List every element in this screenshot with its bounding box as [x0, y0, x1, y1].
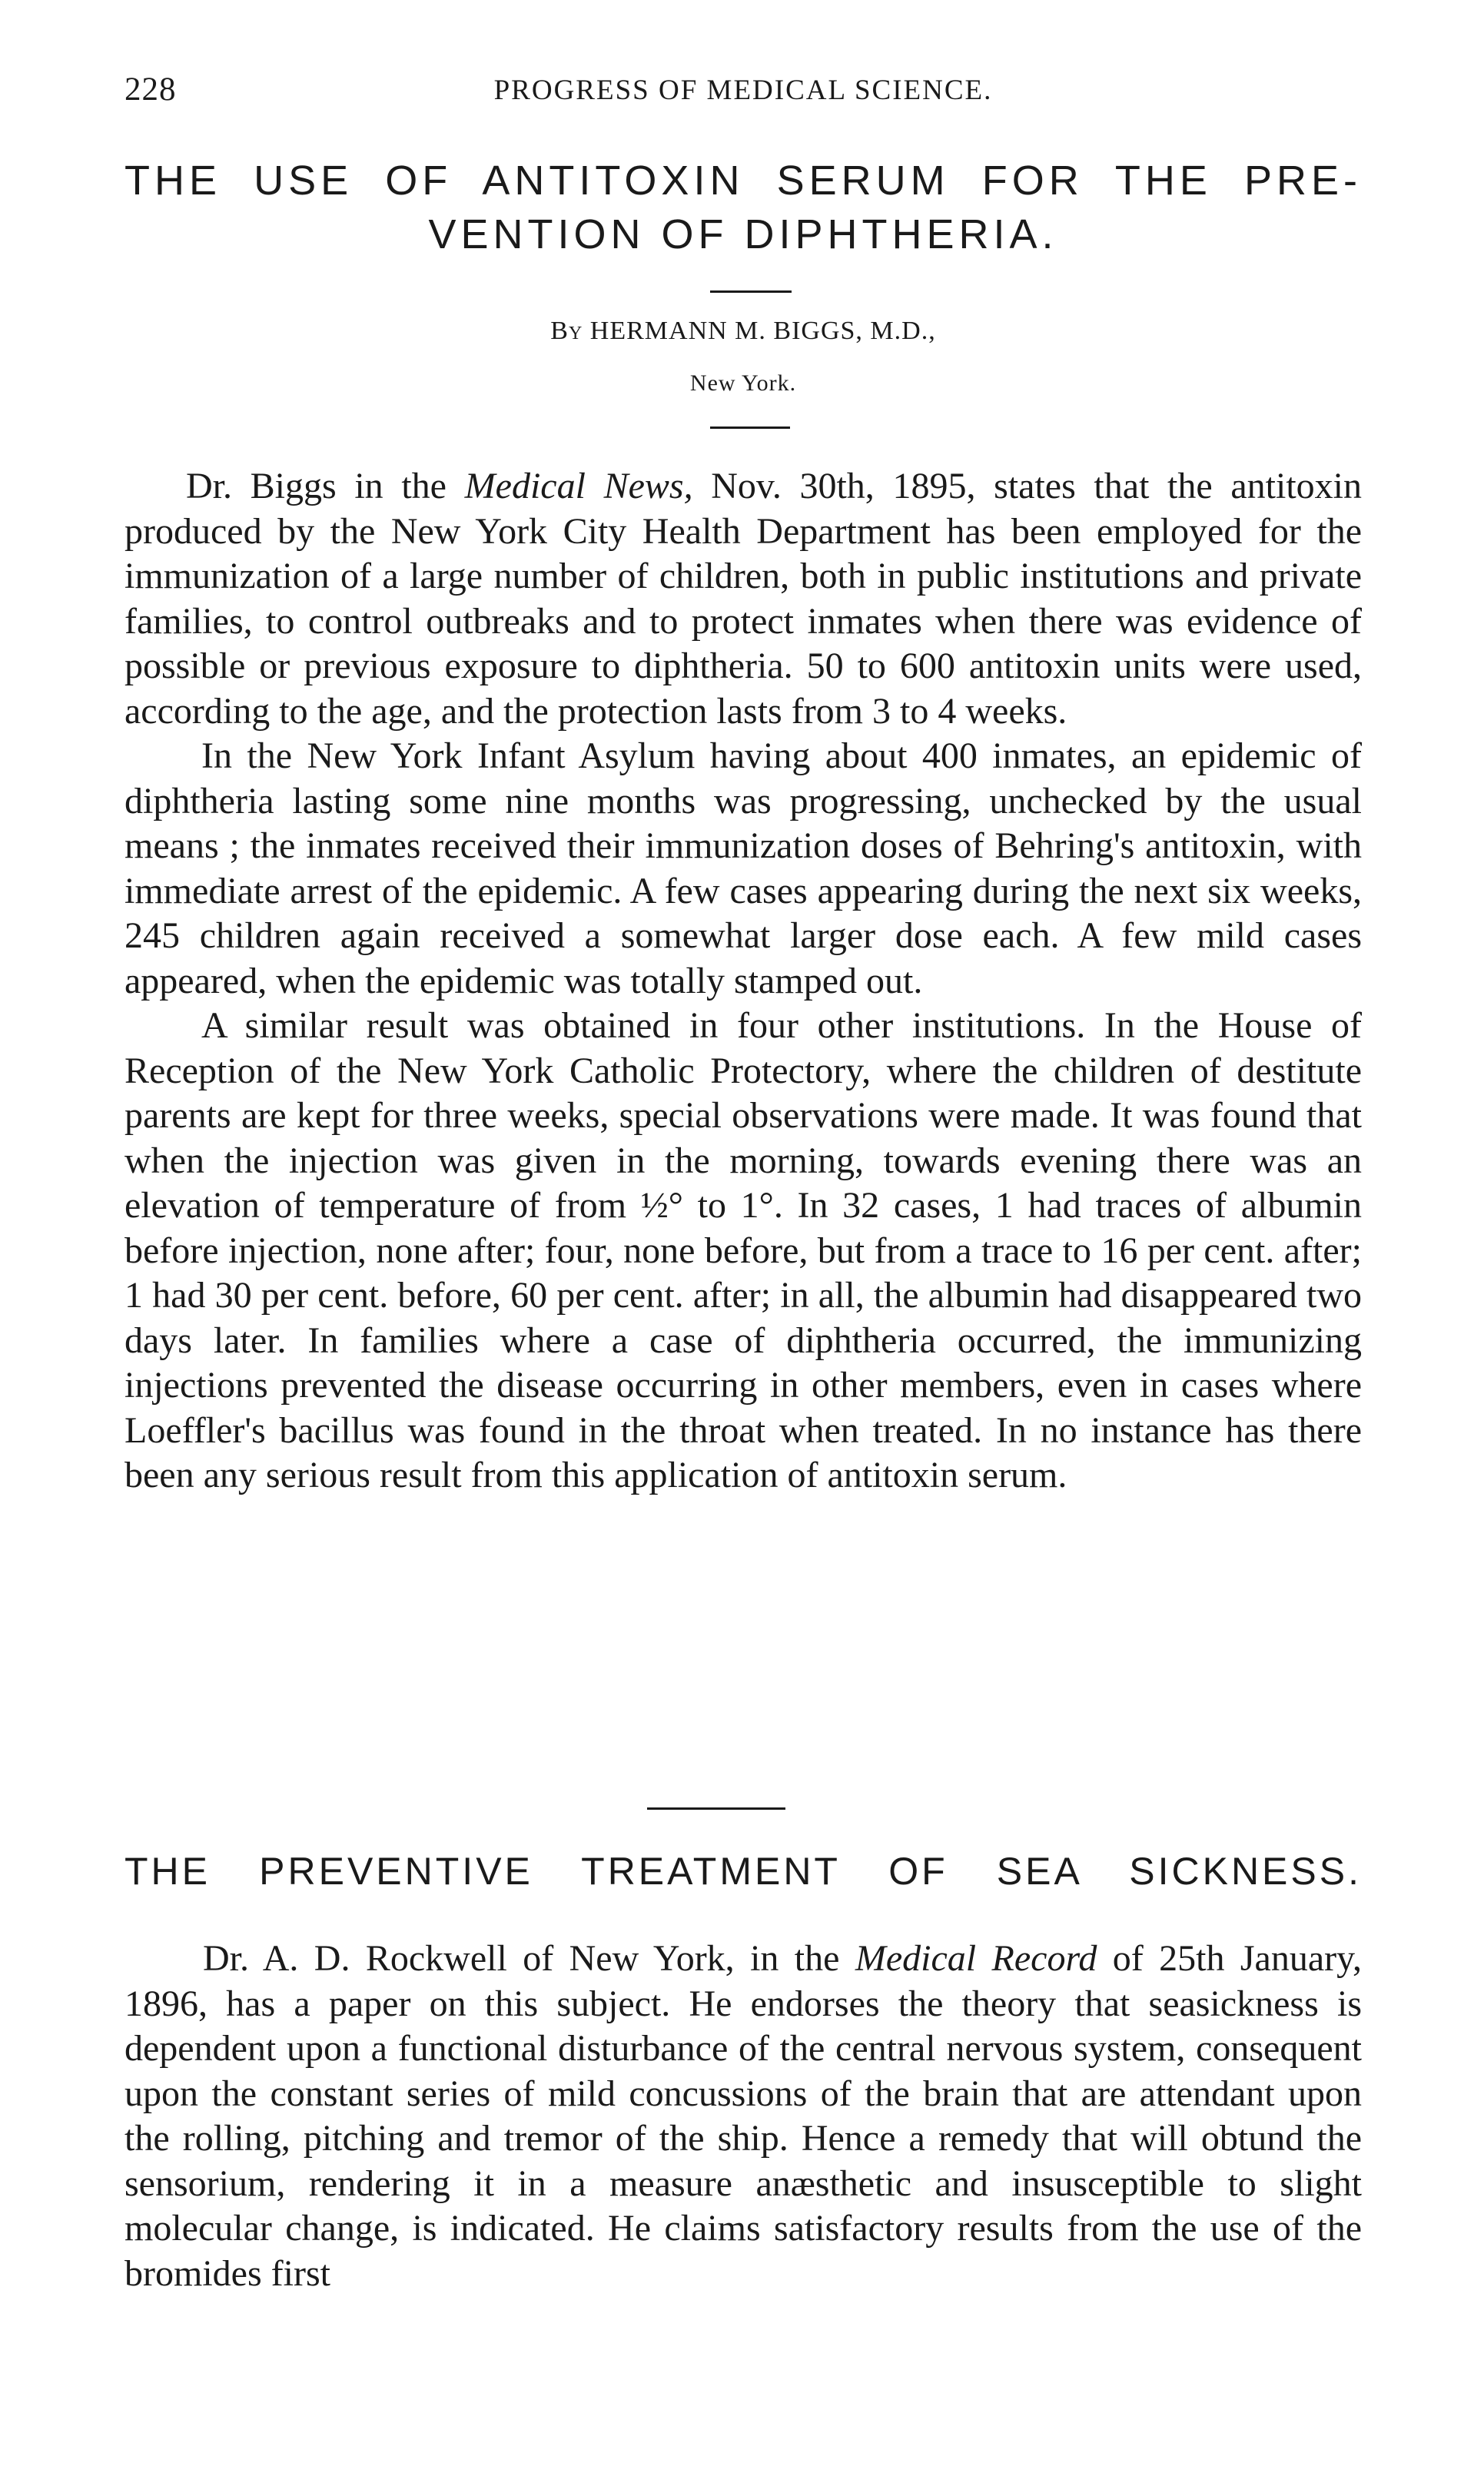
section-divider-rule — [647, 1807, 785, 1810]
author-location: New York. — [689, 370, 797, 396]
divider-rule — [710, 290, 792, 293]
paragraph: A similar result was obtained in four other institutions. In the House of Reception of the New York Catholic Protectory, where the children of destitute parents are kept for three weeks, special observations were made. It was found that when the injection was given in the morning, towards evening there was an elevation of temperature of from ½° to 1°. In 32 cases, 1 had traces of albumin before injection, none after; four, none before, but from a trace to 16 per cent. after; 1 had 30 per cent. before, 60 per cent. after; in all, the albumin had disappeared two days later. In families where a case of diphtheria occurred, the immunizing injections prevented the disease occurring in other members, even in cases where Loeffler's bacillus was found in the throat when treated. In no instance has there been any serious result from this application of antitoxin serum. — [124, 1005, 1362, 1495]
article-title-line-2: VENTION OF DIPHTHERIA. — [428, 211, 1058, 257]
paragraph-text: Dr. A. D. Rockwell of New York, in the — [203, 1938, 855, 1979]
running-head — [124, 71, 1362, 117]
paragraph-text: of 25th January, 1896, has a paper on this subject. He endorses the theory that seasickness is dependent upon a functional disturbance of the central nervous system, consequent upon the constant series of mild concussions of the brain that are attendant upon the rolling, pitching and tremor of the ship. Hence a remedy that will obtund the sensorium, rendering it in a measure anæsthetic and insusceptible to slight molecular change, is indicated. He claims satisfactory results from the use of the bromides first — [124, 1938, 1363, 2294]
divider-rule — [710, 427, 790, 429]
paragraph — [124, 464, 1362, 734]
paragraph-text: Nov. 30th, 1895, states that the antitoxin produced by the New York City Health Department has been employed for the immunization of a large number of children, both in public institutions and private families, to control outbreaks and to protect inmates when there was evidence of possible or previous exposure to diphtheria. 50 to 600 antitoxin units were used, according to the age, and the protection lasts from 3 to 4 weeks. — [124, 466, 1363, 732]
section-body — [124, 1937, 1362, 2296]
article-body — [124, 464, 1362, 1499]
running-title: PROGRESS OF MEDICAL SCIENCE. — [493, 75, 993, 106]
journal-name: Medical Record — [855, 1938, 1097, 1979]
author-byline: By HERMANN M. BIGGS, M.D., — [550, 317, 936, 345]
section-title: THE PREVENTIVE TREATMENT OF SEA SICKNESS. — [124, 1850, 1362, 1893]
paragraph — [124, 1937, 1362, 2296]
article-title-line-1: THE USE OF ANTITOXIN SERUM FOR THE PRE- — [124, 158, 1362, 204]
journal-name: Medical News, — [464, 466, 693, 506]
paragraph: In the New York Infant Asylum having about 400 inmates, an epidemic of diphtheria lasting some nine months was progressing, unchecked by the usual means ; the inmates received their immunization doses of Behring's antitoxin, with immediate arrest of the epidemic. A few cases appearing during the next six weeks, 245 children again received a somewhat larger dose each. A few mild cases appeared, when the epidemic was totally stamped out. — [124, 735, 1362, 1001]
article-title — [124, 154, 1362, 261]
paragraph-text: Dr. Biggs in the — [186, 466, 465, 506]
page-number: 228 — [124, 71, 177, 108]
